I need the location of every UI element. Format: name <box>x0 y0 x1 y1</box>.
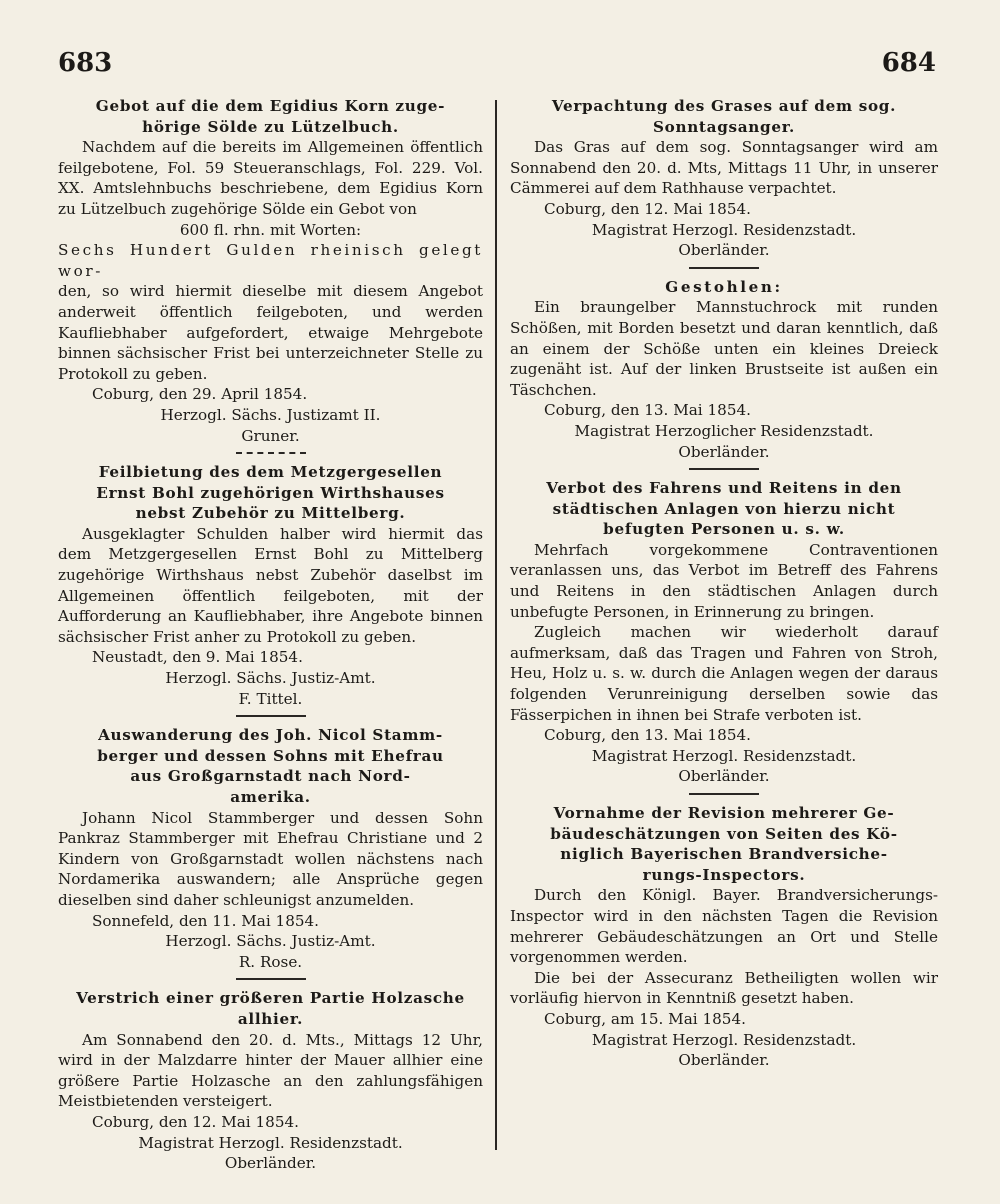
notice-title: aus Großgarnstadt nach Nord- <box>130 767 411 786</box>
notice-title: allhier. <box>237 1009 304 1028</box>
notice-authority: Magistrat Herzoglicher Residenzstadt. <box>574 421 874 440</box>
page-number-left: 683 <box>58 48 113 78</box>
notice-sonntagsanger <box>510 96 938 261</box>
notice-title: berger und dessen Sohns mit Ehefrau <box>97 746 444 765</box>
notice-signature: Oberländer. <box>678 241 770 260</box>
notice-title: rungs-Inspectors. <box>642 865 806 884</box>
page-number-right: 684 <box>881 48 936 78</box>
notice-place-date: Coburg, den 29. April 1854. <box>92 385 308 404</box>
notice-body: Ausgeklagter Schulden halber wird hiermit das dem Metzgergesellen Ernst Bohl zu Mittelberg zugehörige Wirthshaus nebst Zubehör daselbst im Allgemeinen öffentlich feilgeboten, mit der Aufforderung an Kaufliebhaber, ihre Angebote binnen sächsischer Frist anher zu Protokoll zu geben. <box>58 524 483 646</box>
notice-body: Das Gras auf dem sog. Sonntagsanger wird am Sonnabend den 20. d. Mts, Mittags 11 Uhr, in unserer Cämmerei auf dem Rathhause verpachtet. <box>510 138 938 198</box>
notice-place-date: Coburg, den 12. Mai 1854. <box>92 1112 299 1131</box>
notice-body: Am Sonnabend den 20. d. Mts., Mittags 12 Uhr, wird in der Malzdarre hinter der Mauer allhier eine größere Partie Holzasche an den zahlungsfähigen Meistbietenden versteigert. <box>58 1030 483 1111</box>
notice-title: Sonntagsanger. <box>652 117 796 136</box>
notice-separator <box>236 715 306 717</box>
notice-signature: Oberländer. <box>678 1051 770 1070</box>
notice-signature: Oberländer. <box>678 767 770 786</box>
left-column <box>58 96 483 1174</box>
notice-title: Vornahme der Revision mehrerer Ge- <box>553 804 895 822</box>
notice-title: Auswanderung des Joh. Nicol Stamm- <box>98 726 443 745</box>
notice-authority: Magistrat Herzogl. Residenzstadt. <box>138 1133 403 1152</box>
notice-body: Nachdem auf die bereits im Allgemeinen öffentlich feilgebotene, Fol. 59 Steueranschlags, Fol. 229. Vol. XX. Amtslehnbuchs beschriebene, dem Egidius Korn zu Lützelbuch zugehörige Sölde ein Gebot von <box>58 138 483 218</box>
notice-stammberger <box>58 725 483 972</box>
notice-place-date: Coburg, den 13. Mai 1854. <box>544 401 751 420</box>
notice-holzasche <box>58 988 483 1173</box>
notice-title: Ernst Bohl zugehörigen Wirthshauses <box>96 483 445 502</box>
notice-separator <box>689 468 759 470</box>
notice-body: Mehrfach vorgekommene Contraventionen veranlassen uns, das Verbot im Betreff des Fahrens und Reitens in den städtischen Anlagen durch unbefugte Personen, in Erinnerung zu bringen. <box>510 540 938 621</box>
right-column <box>510 96 938 1071</box>
notice-body: Ein braungelber Mannstuchrock mit runden Schößen, mit Borden besetzt und daran kenntlich, daß an einem der Schöße unten ein kleines Dreieck zugenäht ist. Auf der linken Brustseite ist außen ein Täschchen. <box>510 298 938 399</box>
notice-title: amerika. <box>230 788 311 806</box>
notice-body: Durch den Königl. Bayer. Brandversicherungs-Inspector wird in den nächsten Tagen die Revision mehrerer Gebäudeschätzungen an Ort und Stelle vorgenommen werden. <box>510 886 938 967</box>
notice-place-date: Sonnefeld, den 11. Mai 1854. <box>92 911 320 930</box>
notice-title: bäudeschätzungen von Seiten des Kö- <box>550 824 898 843</box>
notice-title: Gebot auf die dem Egidius Korn zuge- <box>95 97 446 115</box>
notice-signature: R. Rose. <box>238 952 303 971</box>
notice-body: den, so wird hiermit dieselbe mit diesem Angebot anderweit öffentlich feilgeboten, und werden Kaufliebhaber aufgefordert, etwaige Mehrgebote binnen sächsischer Frist bei unterzeichneter Stelle zu Protokoll zu geben. <box>58 282 483 383</box>
notice-amount-words: Sechs Hundert Gulden rheinisch gelegt wor- <box>58 241 483 280</box>
notice-authority: Magistrat Herzogl. Residenzstadt. <box>591 746 857 765</box>
notice-authority: Herzogl. Sächs. Justiz-Amt. <box>165 669 376 688</box>
notice-place-date: Coburg, am 15. Mai 1854. <box>544 1009 746 1028</box>
notice-title: städtischen Anlagen von hierzu nicht <box>552 499 896 518</box>
notice-title: niglich Bayerischen Brandversiche- <box>560 845 888 864</box>
notice-title: Verstrich einer größeren Partie Holzasche <box>76 989 465 1008</box>
notice-signature: Oberländer. <box>224 1154 317 1173</box>
notice-signature: Oberländer. <box>678 442 770 461</box>
notice-signature: F. Tittel. <box>238 689 303 708</box>
notice-gestohlen <box>510 277 938 462</box>
notice-signature: Gruner. <box>241 426 300 445</box>
notice-title: Gestohlen: <box>665 277 783 296</box>
notice-separator <box>236 452 306 454</box>
notice-separator <box>689 793 759 795</box>
notice-body: Johann Nicol Stammberger und dessen Sohn Pankraz Stammberger mit Ehefrau Christiane und 2 Kindern von Großgarnstadt wollen nächstens nach Nordamerika auswandern; alle Ansprüche gegen dieselben sind daher schleunigst anzumelden. <box>58 808 483 909</box>
notice-title: nebst Zubehör zu Mittelberg. <box>135 504 406 523</box>
notice-title: Verpachtung des Grases auf dem sog. <box>551 97 897 115</box>
notice-verbot <box>510 478 938 787</box>
notice-title: hörige Sölde zu Lützelbuch. <box>142 117 399 136</box>
notice-place-date: Coburg, den 12. Mai 1854. <box>544 199 751 218</box>
notice-title: befugten Personen u. s. w. <box>603 520 845 539</box>
column-divider <box>495 100 497 1150</box>
notice-title: Verbot des Fahrens und Reitens in den <box>546 479 902 498</box>
notice-authority: Magistrat Herzogl. Residenzstadt. <box>591 220 857 239</box>
notice-body: Zugleich machen wir wiederholt darauf aufmerksam, daß das Tragen und Fahren von Stroh, Heu, Holz u. s. w. durch die Anlagen wegen der daraus folgenden Verunreinigung derselben sowie das Fässerpichen in ihnen bei Strafe verboten ist. <box>510 623 938 724</box>
notice-authority: Herzogl. Sächs. Justizamt II. <box>160 405 381 424</box>
notice-korn <box>58 96 483 446</box>
notice-authority: Herzogl. Sächs. Justiz-Amt. <box>165 932 376 951</box>
notice-place-date: Coburg, den 13. Mai 1854. <box>544 726 751 745</box>
notice-title: Feilbietung des dem Metzgergesellen <box>98 463 443 482</box>
notice-authority: Magistrat Herzogl. Residenzstadt. <box>591 1030 857 1049</box>
notice-amount: 600 fl. rhn. mit Worten: <box>179 220 362 239</box>
notice-body: Die bei der Assecuranz Betheiligten wollen wir vorläufig hiervon in Kenntniß gesetzt haben. <box>510 968 938 1008</box>
notice-separator <box>236 978 306 980</box>
notice-place-date: Neustadt, den 9. Mai 1854. <box>92 648 303 667</box>
notice-revision <box>510 803 938 1071</box>
notice-bohl <box>58 462 483 709</box>
notice-separator <box>689 267 759 269</box>
